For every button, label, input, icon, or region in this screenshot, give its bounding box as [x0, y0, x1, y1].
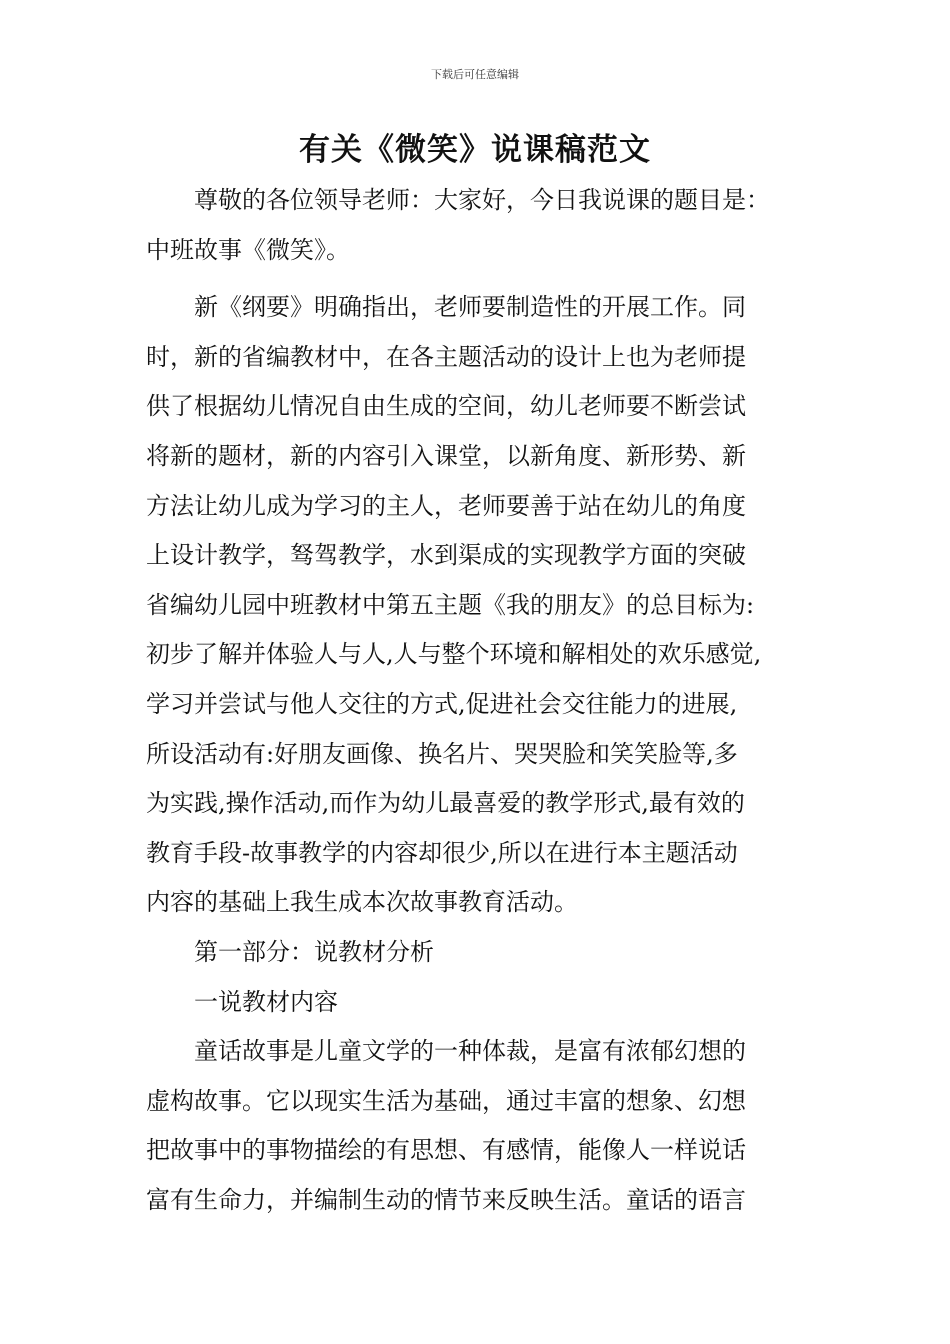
body-text [146, 176, 818, 1225]
text-line: 省编幼儿园中班教材中第五主题《我的朋友》的总目标为: [146, 590, 755, 619]
text-line: 富有生命力，并编制生动的情节来反映生活。童话的语言 [146, 1185, 746, 1214]
text-line: 中班故事《微笑》。 [146, 235, 350, 264]
header-note: 下载后可任意编辑 [431, 68, 519, 81]
text-line: 时，新的省编教材中，在各主题活动的设计上也为老师提 [146, 342, 746, 371]
text-line: 内容的基础上我生成本次故事教育活动。 [146, 888, 578, 917]
text-line: 所设活动有:好朋友画像、换名片、哭哭脸和笑笑脸等,多 [146, 739, 738, 768]
document-title: 有关《微笑》说课稿范文 [299, 132, 651, 168]
text-line: 把故事中的事物描绘的有思想、有感情，能像人一样说话 [146, 1136, 746, 1165]
text-line: 为实践,操作活动,而作为幼儿最喜爱的教学形式,最有效的 [146, 789, 745, 818]
text-line: 上设计教学，驽驾教学，水到渠成的实现教学方面的突破 [146, 541, 746, 570]
text-line: 学习并尝试与他人交往的方式,促进社会交往能力的进展, [146, 689, 738, 718]
text-line: 新《纲要》明确指出，老师要制造性的开展工作。同 [194, 293, 746, 322]
section-heading: 第一部分：说教材分析 [194, 937, 434, 966]
text-line: 教育手段-故事教学的内容却很少,所以在进行本主题活动 [146, 838, 738, 867]
subsection-heading: 一说教材内容 [194, 987, 338, 1016]
text-line: 初步了解并体验人与人,人与整个环境和解相处的欢乐感觉, [146, 640, 762, 669]
text-line: 童话故事是儿童文学的一种体裁，是富有浓郁幻想的 [194, 1037, 746, 1066]
text-line: 供了根据幼儿情况自由生成的空间，幼儿老师要不断尝试 [146, 392, 746, 421]
text-line: 将新的题材，新的内容引入课堂，以新角度、新形势、新 [146, 441, 746, 470]
text-line: 虚构故事。它以现实生活为基础，通过丰富的想象、幻想 [146, 1086, 746, 1115]
text-line: 方法让幼儿成为学习的主人，老师要善于站在幼儿的角度 [146, 491, 746, 520]
text-line: 尊敬的各位领导老师：大家好，今日我说课的题目是： [194, 186, 770, 214]
